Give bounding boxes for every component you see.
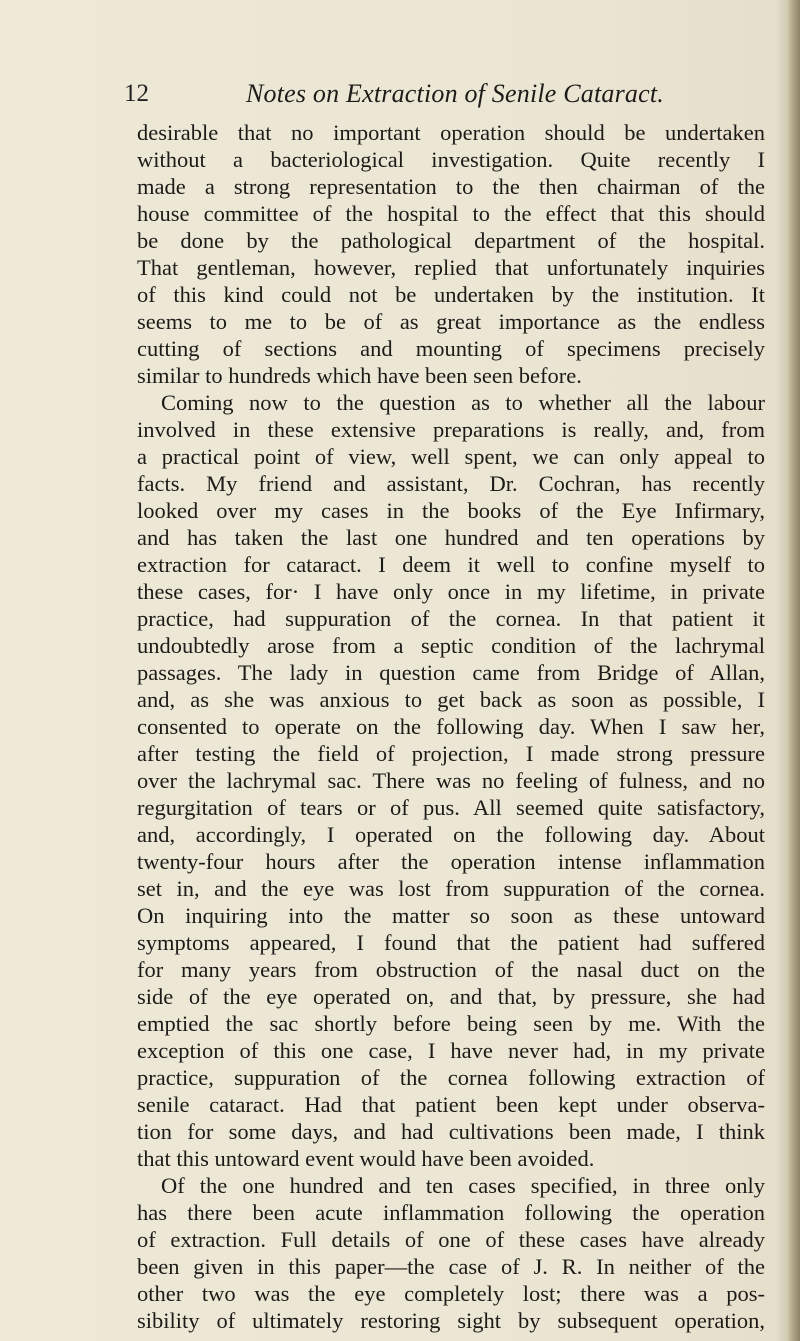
text-line: emptied the sac shortly before being seen by me. With the <box>137 1011 765 1036</box>
text-line: passages. The lady in question came from Bridge of Allan, <box>137 660 765 685</box>
text-line: and has taken the last one hundred and ten operations by <box>137 525 765 550</box>
running-title: Notes on Extraction of Senile Cataract. <box>246 79 664 108</box>
text-line: of extraction. Full details of one of these cases have already <box>137 1227 765 1252</box>
text-line: other two was the eye completely lost; there was a pos- <box>137 1281 765 1306</box>
page-edge-shadow <box>776 0 786 1341</box>
text-line: be done by the pathological department of the hospital. <box>137 228 765 253</box>
text-line: looked over my cases in the books of the Eye Infirmary, <box>137 498 765 523</box>
text-line: exception of this one case, I have never had, in my private <box>137 1038 765 1063</box>
text-line: set in, and the eye was lost from suppuration of the cornea. <box>137 876 765 901</box>
paragraph-start-line: Of the one hundred and ten cases specified, in three only <box>161 1173 765 1198</box>
page-number: 12 <box>124 80 149 107</box>
text-line: of this kind could not be undertaken by the institution. It <box>137 282 765 307</box>
text-line: twenty-four hours after the operation intense inflammation <box>137 849 765 874</box>
page-edge <box>786 0 800 1341</box>
text-line: after testing the field of projection, I made strong pressure <box>137 741 765 766</box>
text-line: that this untoward event would have been avoided. <box>137 1146 595 1171</box>
text-line: and, accordingly, I operated on the following day. About <box>137 822 765 847</box>
text-line: a practical point of view, well spent, we can only appeal to <box>137 444 765 469</box>
text-line: these cases, for· I have only once in my lifetime, in private <box>137 579 765 604</box>
text-line: house committee of the hospital to the effect that this should <box>137 201 765 226</box>
text-line: practice, suppuration of the cornea following extraction of <box>137 1065 765 1090</box>
text-line: practice, had suppuration of the cornea. In that patient it <box>137 606 765 631</box>
text-line: without a bacteriological investigation. Quite recently I <box>137 147 765 172</box>
text-line: side of the eye operated on, and that, by pressure, she had <box>137 984 765 1009</box>
text-line: tion for some days, and had cultivations been made, I think <box>137 1119 765 1144</box>
text-line: seems to me to be of as great importance as the endless <box>137 309 765 334</box>
text-line: undoubtedly arose from a septic condition of the lachrymal <box>137 633 765 658</box>
text-line: made a strong representation to the then chairman of the <box>137 174 765 199</box>
body-text <box>137 119 765 1334</box>
text-line: and, as she was anxious to get back as soon as possible, I <box>137 687 765 712</box>
page-header <box>0 80 800 120</box>
text-line: similar to hundreds which have been seen before. <box>137 363 582 388</box>
text-line: That gentleman, however, replied that unfortunately inquiries <box>137 255 765 280</box>
text-line: senile cataract. Had that patient been kept under observa- <box>137 1092 765 1117</box>
text-line: consented to operate on the following day. When I saw her, <box>137 714 765 739</box>
text-line: involved in these extensive preparations is really, and, from <box>137 417 765 442</box>
text-line: over the lachrymal sac. There was no feeling of fulness, and no <box>137 768 765 793</box>
paragraph-start-line: Coming now to the question as to whether all the labour <box>161 390 765 415</box>
text-line: regurgitation of tears or of pus. All seemed quite satisfactory, <box>137 795 765 820</box>
text-line: facts. My friend and assistant, Dr. Cochran, has recently <box>137 471 765 496</box>
text-line: been given in this paper—the case of J. R. In neither of the <box>137 1254 765 1279</box>
text-line: for many years from obstruction of the nasal duct on the <box>137 957 765 982</box>
text-line: sibility of ultimately restoring sight by subsequent operation, <box>137 1308 765 1333</box>
text-line: cutting of sections and mounting of specimens precisely <box>137 336 765 361</box>
text-line: extraction for cataract. I deem it well to confine myself to <box>137 552 765 577</box>
text-line: desirable that no important operation should be undertaken <box>137 120 765 145</box>
text-line: On inquiring into the matter so soon as these untoward <box>137 903 765 928</box>
text-line: symptoms appeared, I found that the patient had suffered <box>137 930 765 955</box>
text-line: has there been acute inflammation following the operation <box>137 1200 765 1225</box>
